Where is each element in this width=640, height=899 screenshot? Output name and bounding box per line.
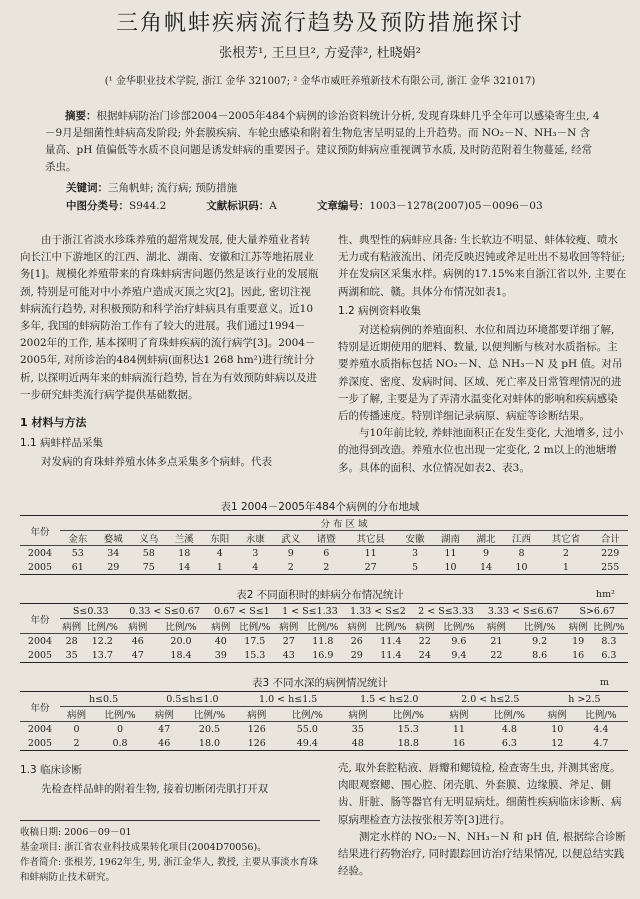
doc-code [206, 198, 277, 213]
table3-sub-header-pct: 比例/% [377, 707, 440, 722]
table3-cell: 4.4 [593, 723, 609, 735]
paper-title: 三角帆蚌疾病流行趋势及预防措施探讨 [115, 11, 524, 36]
left-column [20, 232, 320, 472]
footnotes [20, 820, 320, 885]
table1-cell: 10 [444, 561, 457, 573]
table3-unit: m [600, 677, 610, 688]
section-heading-1: 1 材料与方法 [20, 416, 87, 430]
article-no-value: 1003－1278(2007)05－0096－03 [369, 200, 543, 212]
table1-cell: 58 [142, 547, 155, 559]
keywords-label: 关键词： [66, 182, 108, 194]
table2 [20, 603, 628, 663]
table2-range-header: 0.67 < S≤1 [208, 604, 276, 619]
table2-unit: hm² [596, 589, 615, 600]
right-paragraph-4: 壳, 取外套腔粘液、唇瓣和鳃镜检, 检查寄生虫, 并测其密度。肉眼观察鳃、围心腔、闭壳肌、外套膜、边缘膜、斧足、側齿、肝脏、肠等器官有无明显病灶。细菌性疾病临床诊断、病原病理检查方法按张根芳等[3]进行。 [338, 762, 622, 826]
table2-sub-header-count: 病例 [60, 619, 83, 634]
table1-cell: 11 [444, 547, 457, 559]
table3-range-header: h≤0.5 [60, 692, 147, 707]
table2-cell: 17.5 [244, 635, 266, 647]
table2-sub-header-count: 病例 [567, 619, 590, 634]
classification-line [66, 198, 586, 213]
table1-cell: 14 [178, 561, 191, 573]
table1-cell: 8 [518, 547, 525, 559]
bottom-right-column [338, 760, 628, 880]
table2-cell: 9.6 [451, 635, 467, 647]
doc-code-value: A [269, 200, 277, 212]
table3-sub-header-pct: 比例/% [93, 707, 147, 722]
table1-cell: 27 [364, 561, 377, 573]
table3-cell: 18.0 [198, 737, 221, 749]
keywords [66, 180, 237, 195]
right-column [338, 232, 628, 477]
table3-cell: 4.7 [593, 737, 609, 749]
table2-cell: 24 [418, 649, 431, 661]
table1-col-header: 东阳 [202, 531, 238, 546]
affiliations: (¹ 金华职业技术学院, 浙江 金华 321007; ² 金华市威旺养殖新技术有限公司, 浙江 金华 321017) [104, 76, 536, 87]
table3-cell: 55.0 [296, 723, 318, 735]
footnote-date: 收稿日期: 2006－09－01 [20, 827, 132, 838]
table3-sub-header-pct: 比例/% [181, 707, 237, 722]
table1-col-header: 兰溪 [167, 531, 203, 546]
table3-range-header: 1.5 < h≤2.0 [339, 692, 440, 707]
table2-sub-header-count: 病例 [480, 619, 513, 634]
table2-range-header: 2 < S≤3.33 [412, 604, 480, 619]
table1-col-header: 义乌 [131, 531, 167, 546]
table1-col-header: 合计 [592, 531, 628, 546]
table1-cell: 61 [71, 561, 84, 573]
table3-cell: 20.5 [198, 723, 221, 735]
table1-cell: 4 [216, 547, 223, 559]
table2-cell: 28 [65, 635, 78, 647]
table2-cell: 22 [490, 649, 503, 661]
table2-cell: 40 [214, 635, 227, 647]
right-paragraph-1: 性、典型性的病蚌应具备: 生长软边不明显、蚌体较瘦、喷水无力或有粘液流出、闭壳反映迟钝或斧足吐出不易收回等特征; 并在发病区采集水样。病例的17.15%来自浙江省以外, 主要在两湖和皖、赣。具体分布情况如表1。 [338, 234, 627, 298]
table1-col-header: 安徽 [397, 531, 433, 546]
table3-cell: 48 [351, 737, 364, 749]
table3-sub-header-count: 病例 [147, 707, 181, 722]
table2-range-header: 1.33 < S≤2 [344, 604, 412, 619]
article-no [317, 198, 543, 213]
table2-cell: 21 [490, 635, 503, 647]
section-heading-1-3: 1.3 临床诊断 [20, 764, 83, 776]
abstract [45, 108, 600, 176]
section-1-1-text: 对发病的育珠蚌养殖水体多点采集多个病蚌。代表 [41, 456, 272, 469]
table1-year-cell: 2005 [27, 561, 53, 573]
table2-sub-header-pct: 比例/% [513, 619, 567, 634]
table3-year-cell: 2005 [27, 737, 53, 749]
table2-cell: 35 [65, 649, 78, 661]
table1-cell: 75 [142, 561, 155, 573]
table2-cell: 16 [572, 649, 585, 661]
table1-cell: 18 [178, 547, 191, 559]
table2-cell: 11.4 [380, 649, 402, 661]
intro-paragraph: 由于浙江省淡水珍珠养殖的超常规发展, 使大量养殖业者转向长江中下游地区的江西、湖北、湖南、安徽和江苏等地拓展业务[1]。规模化养殖带来的育珠蚌病害问题仍然是该行业的发展瓶颈, 特别是可能对中小养殖户造成灭顶之灾[2]。因此, 密切注视蚌病流行趋势, 对积极预防和科学治疗蚌病具有重要意义。近10多年, 我国的蚌病防治工作有了较大的进展。我们通过1994－2002年的工作, 基本探明了育珠蚌疾病的流行病学[3]。2004－2005年, 对所诊治的484例蚌病(面积达1 268 hm²)进行统计分析, 以探明近两年来的蚌病流行趋势, 旨在为有效预防蚌病以及进一步研究蚌类流行病学提供基础数据。 [20, 234, 319, 401]
table2-sub-header-count: 病例 [276, 619, 302, 634]
table3-cell: 16 [452, 737, 465, 749]
table2-range-header: 3.33 < S≤6.67 [480, 604, 566, 619]
table1-cell: 10 [515, 561, 528, 573]
clc-value: S944.2 [129, 200, 167, 212]
table3-caption: 表3 不同水深的病例情况统计 [251, 677, 389, 689]
table2-range-header: 0.33 < S≤0.67 [121, 604, 207, 619]
table2-year-header: 年份 [20, 604, 60, 634]
table3-sub-header-count: 病例 [60, 707, 93, 722]
table3-cell: 35 [351, 723, 364, 735]
table1-caption: 表1 2004－2005年484个病例的分布地域 [220, 501, 420, 513]
table3-cell: 12 [551, 737, 564, 749]
table2-sub-header-pct: 比例/% [438, 619, 480, 634]
table1-cell: 29 [107, 561, 120, 573]
table2-cell: 16.9 [312, 649, 334, 661]
table2-sub-header-count: 病例 [208, 619, 234, 634]
table2-cell: 12.2 [91, 635, 113, 647]
table1-col-header: 江西 [504, 531, 540, 546]
article-no-label: 文章编号： [316, 200, 370, 212]
table2-cell: 18.4 [170, 649, 192, 661]
table3-cell: 47 [158, 723, 171, 735]
table3-cell: 49.4 [296, 737, 318, 749]
footnote-author: 作者简介: 张根芳, 1962年生, 男, 浙江金华人, 教授, 主要从事淡水育珠和蚌病防止技术研究。 [20, 857, 319, 883]
right-paragraph-2: 对送检病例的养殖面积、水位和周边环境都要详细了解, 特别是近期使用的肥料、数量, 以便判断与核对水质指标。主要养殖水质指标包括 NO₂－N、总 NH₃－N 及 pH 值。对吊养深度、密度、发病时间、区域、死亡率及日常管理情况的进一步了解, 主要是为了弄清水温变化对蚌体的影响和疾病感染后的传播速度。特别详细记录病原、病症等诊断结果。 [338, 324, 623, 423]
table1-cell: 1 [562, 561, 569, 573]
table2-cell: 39 [214, 649, 227, 661]
table3-sub-header-pct: 比例/% [478, 707, 541, 722]
table1-cell: 2 [323, 561, 330, 573]
table3-cell: 18.8 [397, 737, 419, 749]
table2-cell: 46 [131, 635, 144, 647]
table1-col-header: 诸暨 [309, 531, 345, 546]
table1 [20, 515, 628, 575]
table2-cell: 8.3 [601, 635, 617, 647]
table3-range-header: 0.5≤h≤1.0 [147, 692, 238, 707]
table1-col-header: 婺城 [96, 531, 132, 546]
table3-range-header: h >2.5 [541, 692, 628, 707]
table2-cell: 6.3 [601, 649, 617, 661]
table3-cell: 15.3 [397, 723, 419, 735]
table3-sub-header-count: 病例 [339, 707, 377, 722]
table2-cell: 27 [282, 635, 295, 647]
author-list: 张根芳¹, 王旦旦², 方爱萍², 杜晓娟² [219, 46, 421, 61]
table2-cell: 19 [572, 635, 585, 647]
right-paragraph-5: 测定水样的 NO₂－N、NH₃－N 和 pH 值, 根据综合诊断结果进行药物治疗, 同时跟踪回访治疗结果情况, 以便总结实践经验。 [338, 830, 626, 878]
table3-cell: 10 [551, 723, 564, 735]
table3-cell: 126 [247, 723, 266, 735]
table2-caption: 表2 不同面积时的蚌病分布情况统计 [236, 589, 404, 601]
table2-sub-header-pct: 比例/% [302, 619, 344, 634]
table3-sub-header-pct: 比例/% [276, 707, 339, 722]
section-heading-1-1: 1.1 病蚌样品采集 [20, 437, 104, 450]
footnote-fund: 基金项目: 浙江省农业科技成果转化项目(2004D70056)。 [20, 842, 267, 853]
table2-sub-header-pct: 比例/% [83, 619, 121, 634]
table1-cell: 9 [287, 547, 294, 559]
table3-cell: 0.8 [112, 737, 128, 749]
table3-sub-header-count: 病例 [541, 707, 574, 722]
table1-cell: 2 [562, 547, 569, 559]
table1-col-header: 其它省 [539, 531, 592, 546]
table3-cell: 11 [452, 723, 465, 735]
table3-cell: 126 [247, 737, 266, 749]
table1-col-header: 金东 [60, 531, 96, 546]
table1-cell: 1 [216, 561, 223, 573]
table3-sub-header-count: 病例 [238, 707, 276, 722]
bottom-left-column [20, 760, 320, 798]
table1-col-header: 武义 [273, 531, 309, 546]
table2-cell: 29 [350, 649, 363, 661]
table1-cell: 229 [601, 547, 620, 559]
table1-cell: 255 [601, 561, 620, 573]
table2-cell: 22 [418, 635, 431, 647]
table3-year-cell: 2004 [27, 723, 53, 735]
table3-sub-header-count: 病例 [440, 707, 478, 722]
clc-label: 中图分类号： [66, 200, 129, 212]
right-paragraph-3: 与10年前比较, 养蚌池面积正在发生变化, 大池增多, 过小的池得到改造。养殖水位也出现一定变化, 2 m以上的池塘增多。具体的面积、水位情况如表2、表3。 [338, 427, 624, 474]
table2-cell: 15.3 [244, 649, 266, 661]
table2-cell: 9.4 [451, 649, 467, 661]
table2-cell: 20.0 [170, 635, 192, 647]
table1-col-header: 其它县 [344, 531, 397, 546]
table2-cell: 9.2 [532, 635, 548, 647]
table1-year-header: 年份 [20, 516, 60, 546]
table1-cell: 3 [252, 547, 259, 559]
section-1-3-text: 先检查样品蚌的附着生物, 接着切断闭壳肌打开双 [41, 783, 269, 796]
table2-year-cell: 2005 [27, 649, 53, 661]
table1-group-header: 分 布 区 域 [60, 516, 628, 531]
table1-col-header: 湖南 [433, 531, 469, 546]
table1-col-header: 永康 [238, 531, 274, 546]
table1-cell: 5 [411, 561, 418, 573]
abstract-label: 摘要： [65, 110, 97, 122]
table3-cell: 2 [73, 737, 80, 749]
table2-sub-header-pct: 比例/% [154, 619, 208, 634]
table2-cell: 11.8 [312, 635, 334, 647]
table2-range-header: S>6.67 [567, 604, 629, 619]
table2-cell: 43 [282, 649, 295, 661]
table3-cell: 0 [117, 723, 124, 735]
table3 [20, 691, 628, 751]
section-heading-1-2: 1.2 病例资料收集 [338, 304, 422, 317]
table2-cell: 8.6 [532, 649, 548, 661]
table2-sub-header-count: 病例 [121, 619, 154, 634]
table3-cell: 6.3 [501, 737, 517, 749]
table1-cell: 3 [411, 547, 418, 559]
table2-cell: 13.7 [91, 649, 113, 661]
table3-range-header: 2.0 < h≤2.5 [440, 692, 541, 707]
table3-cell: 4.8 [501, 723, 517, 735]
table1-year-cell: 2004 [27, 547, 53, 559]
table3-sub-header-pct: 比例/% [574, 707, 628, 722]
table2-sub-header-count: 病例 [344, 619, 370, 634]
table3-range-header: 1.0 < h≤1.5 [238, 692, 339, 707]
table2-year-cell: 2004 [27, 635, 53, 647]
clc [66, 198, 166, 213]
table2-range-header: S≤0.33 [60, 604, 121, 619]
table1-cell: 6 [323, 547, 330, 559]
table2-sub-header-pct: 比例/% [234, 619, 276, 634]
keywords-text: 三角帆蚌; 流行病; 预防措施 [108, 182, 238, 194]
doc-code-label: 文献标识码： [206, 200, 270, 212]
table2-range-header: 1 < S≤1.33 [276, 604, 344, 619]
table3-cell: 0 [73, 723, 80, 735]
abstract-text: 根据蚌病防治门诊部2004－2005年484个病例的诊治资料统计分析, 发现育珠蚌几乎全年可以感染寄生虫, 4－9月是细菌性蚌病高发阶段; 外套膜疾病、车轮虫感染和附着生物危害呈明显的上升趋势。而 NO₂－N、NH₃－N 含量高、pH 值偏低等水质不良问题是诱发蚌病的重要因子。建议预防蚌病应重视调节水质, 及时防范附着生物蔓延, 经常杀虫。 [45, 110, 600, 173]
table2-cell: 47 [131, 649, 144, 661]
table2-sub-header-pct: 比例/% [590, 619, 628, 634]
table3-cell: 46 [158, 737, 171, 749]
table1-cell: 9 [482, 547, 489, 559]
table1-cell: 11 [364, 547, 377, 559]
table2-cell: 11.4 [380, 635, 402, 647]
table2-sub-header-pct: 比例/% [370, 619, 412, 634]
table1-cell: 2 [287, 561, 294, 573]
table2-cell: 26 [350, 635, 363, 647]
table3-year-header: 年份 [20, 692, 60, 722]
table1-cell: 34 [107, 547, 120, 559]
table1-cell: 14 [479, 561, 493, 573]
table2-sub-header-count: 病例 [412, 619, 438, 634]
table1-cell: 4 [252, 561, 259, 573]
table1-cell: 53 [71, 547, 84, 559]
table1-col-header: 湖北 [468, 531, 504, 546]
